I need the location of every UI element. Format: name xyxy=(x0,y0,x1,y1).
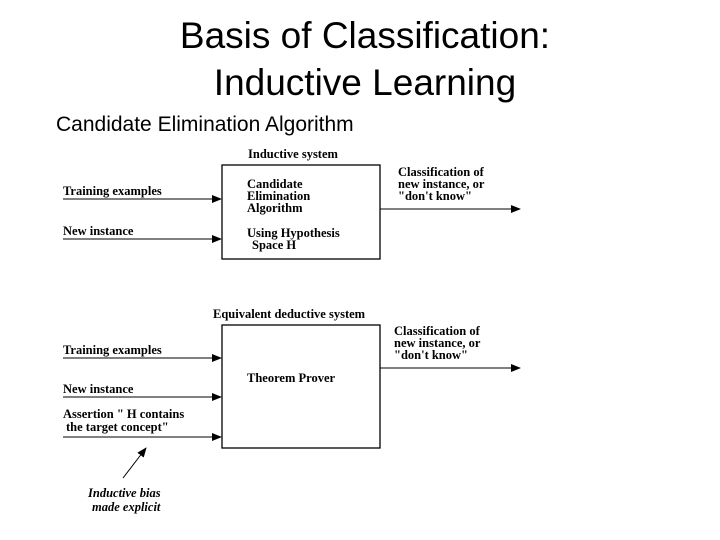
deductive-input-assertion-line-1: Assertion " H contains xyxy=(63,407,185,421)
deductive-input-training: Training examples xyxy=(63,343,162,357)
inductive-box-line-2: Elimination xyxy=(247,189,311,203)
inductive-output-line-1: Classification of xyxy=(398,165,484,179)
inductive-bias-pointer-arrow xyxy=(123,448,146,478)
inductive-system-header: Inductive system xyxy=(248,147,338,161)
theorem-prover-label: Theorem Prover xyxy=(247,371,336,385)
deductive-input-assertion-line-2: the target concept" xyxy=(66,420,169,434)
deductive-output-line-1: Classification of xyxy=(394,324,480,338)
inductive-output-line-2: new instance, or xyxy=(398,177,485,191)
title-line-2: Inductive Learning xyxy=(213,62,517,103)
inductive-bias-line-2: made explicit xyxy=(92,500,161,514)
inductive-box-line-3: Algorithm xyxy=(247,201,303,215)
inductive-input-new-instance: New instance xyxy=(63,224,134,238)
inductive-input-training: Training examples xyxy=(63,184,162,198)
inductive-box-line-1: Candidate xyxy=(247,177,303,191)
slide-subtitle: Candidate Elimination Algorithm xyxy=(56,113,354,136)
inductive-output-line-3: "don't know" xyxy=(398,189,472,203)
deductive-output-line-3: "don't know" xyxy=(394,348,468,362)
inductive-bias-line-1: Inductive bias xyxy=(88,486,161,500)
deductive-system-header: Equivalent deductive system xyxy=(213,307,366,321)
inductive-box-line-5: Space H xyxy=(252,238,297,252)
deductive-input-new-instance: New instance xyxy=(63,382,134,396)
deductive-system-box xyxy=(222,325,380,448)
title-line-1: Basis of Classification: xyxy=(179,15,551,56)
deductive-output-line-2: new instance, or xyxy=(394,336,481,350)
inductive-box-line-4: Using Hypothesis xyxy=(247,226,340,240)
